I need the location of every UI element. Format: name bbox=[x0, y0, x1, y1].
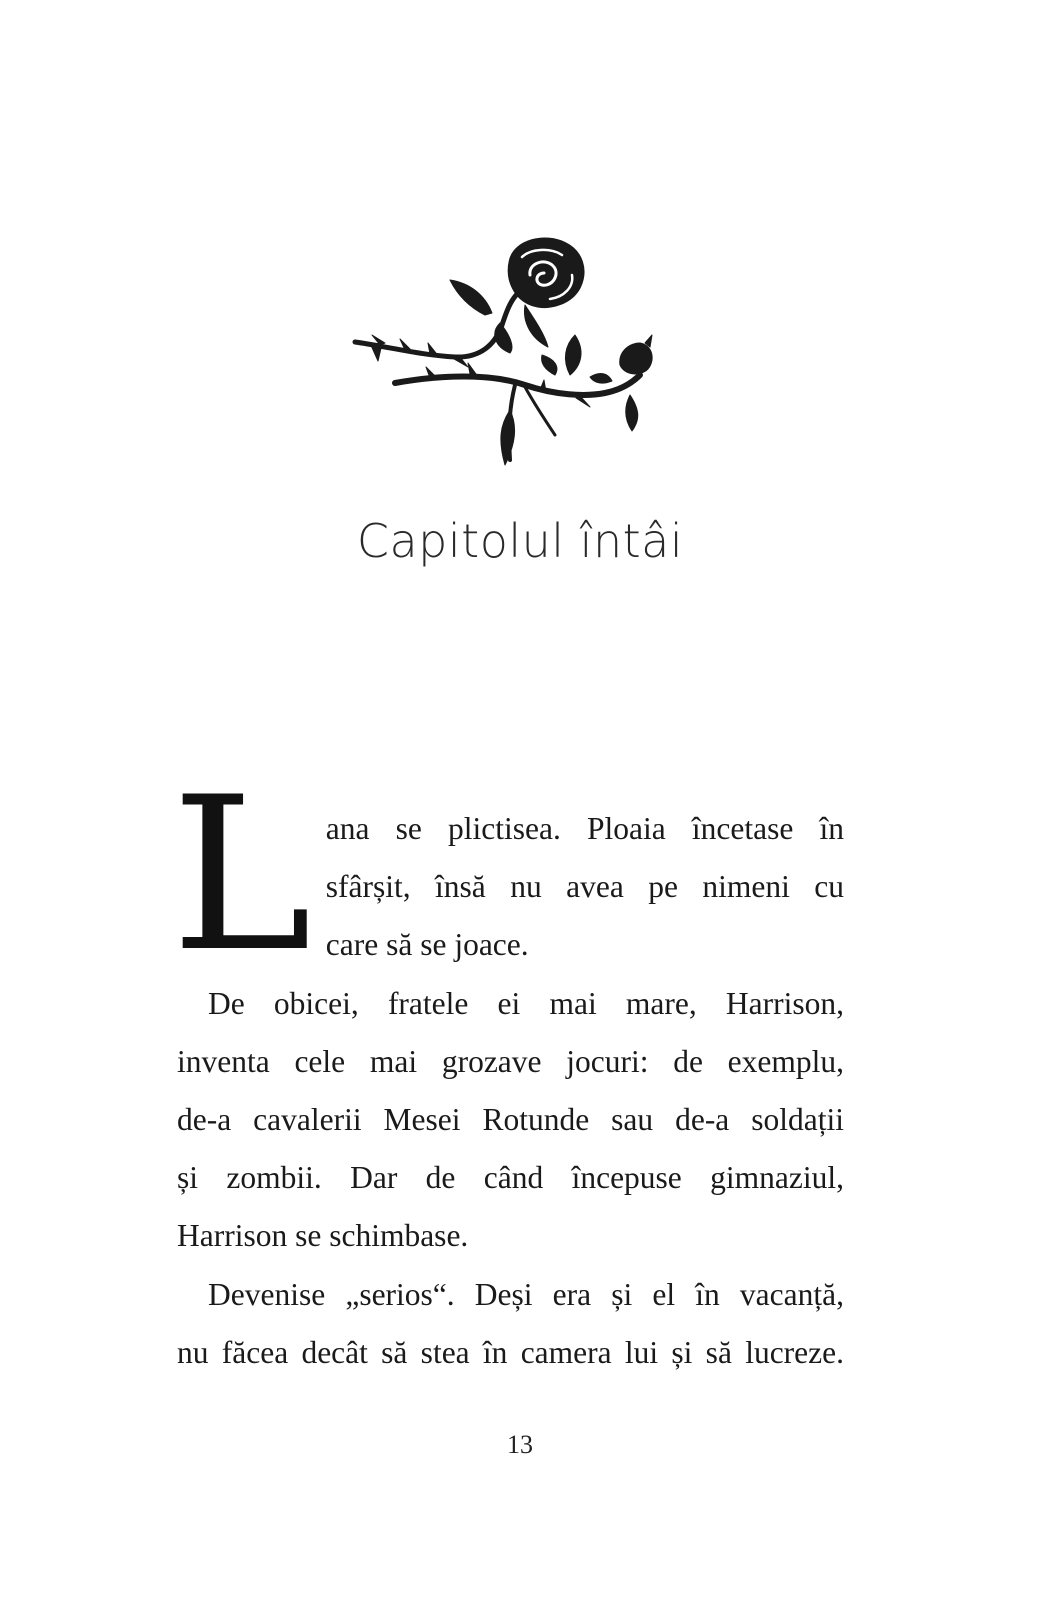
text-line: Harrison se schimbase. bbox=[177, 1218, 469, 1254]
paragraph-3 bbox=[177, 1266, 844, 1382]
text-line: care să se joace. bbox=[325, 927, 529, 963]
text-line: inventa cele mai grozave jocuri: de exemplu, bbox=[177, 1043, 844, 1079]
chapter-body bbox=[171, 751, 844, 1382]
rose-branch-icon bbox=[350, 235, 660, 475]
text-line: sfârșit, însă nu avea pe nimeni cu bbox=[325, 869, 844, 905]
text-line: de-a cavalerii Mesei Rotunde sau de-a soldații bbox=[177, 1102, 844, 1138]
text-line: ana se plictisea. Ploaia încetase în bbox=[325, 811, 844, 846]
text-line: De obicei, fratele ei mai mare, Harrison, bbox=[208, 985, 844, 1021]
drop-cap: L bbox=[171, 751, 312, 998]
chapter-title: Capitolul întâi bbox=[356, 514, 684, 568]
text-line: și zombii. Dar de când începuse gimnaziul, bbox=[177, 1160, 844, 1196]
page-number: 13 bbox=[507, 1430, 533, 1459]
text-line: Devenise „serios“. Deși era și el în vacanță, bbox=[208, 1276, 844, 1312]
text-line: nu făcea decât să stea în camera lui și să lucreze. bbox=[177, 1334, 844, 1370]
paragraph-2 bbox=[177, 975, 844, 1266]
